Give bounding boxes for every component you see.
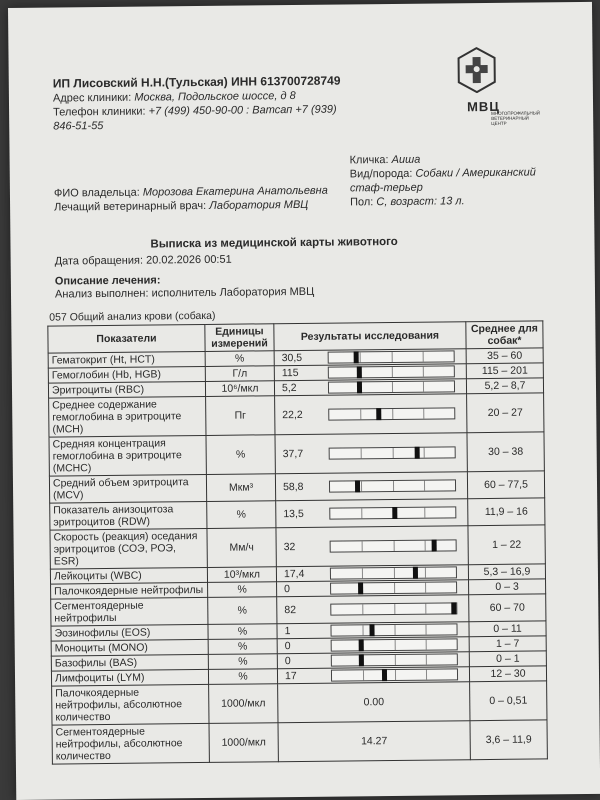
param-name: Палочкоядерные нейтрофилы, абсолютное количество bbox=[52, 684, 209, 725]
table-caption: 057 Общий анализ крови (собака) bbox=[49, 309, 216, 324]
table-row bbox=[50, 525, 545, 569]
owner-label: ФИО владельца: bbox=[53, 186, 140, 200]
result-marker bbox=[354, 480, 359, 492]
result-value: 17,4 bbox=[283, 567, 305, 581]
result-cell bbox=[275, 472, 467, 501]
result-marker bbox=[376, 408, 381, 420]
date-label: Дата обращения: bbox=[54, 254, 144, 268]
result-cell bbox=[276, 526, 468, 567]
treatment-heading: Описание лечения: bbox=[54, 274, 161, 288]
species-label: Вид/порода: bbox=[349, 167, 413, 181]
param-norm: 1 – 7 bbox=[469, 636, 546, 652]
document-sheet bbox=[8, 2, 600, 800]
param-units: Пг bbox=[206, 396, 275, 436]
param-name: Сегментоядерные нейтрофилы, абсолютное количество bbox=[52, 723, 209, 764]
param-units: % bbox=[208, 597, 277, 625]
result-scale-bar bbox=[330, 602, 457, 615]
result-cell bbox=[275, 394, 467, 435]
param-norm: 11,9 – 16 bbox=[468, 498, 545, 526]
date-row bbox=[55, 254, 232, 269]
result-marker bbox=[381, 669, 386, 681]
result-value: 30,5 bbox=[281, 351, 303, 365]
result-scale-bar bbox=[328, 365, 455, 378]
param-norm: 5,2 – 8,7 bbox=[466, 378, 543, 394]
param-name: Показатель анизоцитоза эритроцитов (RDW) bbox=[50, 501, 207, 530]
result-marker bbox=[431, 540, 436, 552]
result-value: 115 bbox=[281, 366, 299, 380]
sex-age-row bbox=[350, 195, 465, 209]
result-scale-bar bbox=[330, 566, 457, 579]
result-scale-bar bbox=[329, 506, 456, 519]
table-row bbox=[49, 432, 544, 476]
param-norm: 30 – 38 bbox=[467, 432, 544, 472]
result-marker bbox=[357, 366, 362, 378]
result-value: 0 bbox=[284, 640, 291, 653]
param-norm: 115 – 201 bbox=[466, 363, 543, 379]
result-cell bbox=[275, 433, 467, 474]
document-title: Выписка из медицинской карты животного bbox=[150, 235, 398, 251]
result-value: 58,8 bbox=[282, 480, 304, 494]
result-value: 17 bbox=[284, 670, 297, 683]
param-norm: 3,6 – 11,9 bbox=[470, 720, 547, 760]
param-name: Гемоглобин (Hb, HGB) bbox=[48, 366, 205, 383]
result-value: 37,7 bbox=[282, 447, 304, 461]
param-norm: 35 – 60 bbox=[466, 348, 543, 364]
param-units: % bbox=[208, 582, 277, 598]
species-value: Собаки / Американский bbox=[415, 166, 536, 180]
result-marker bbox=[414, 447, 419, 459]
result-marker bbox=[359, 654, 364, 666]
result-scale-bar bbox=[329, 479, 456, 492]
param-units: % bbox=[208, 654, 277, 670]
result-value: 13,5 bbox=[283, 507, 304, 521]
param-norm: 0 – 11 bbox=[469, 621, 546, 637]
result-value: 32 bbox=[283, 541, 296, 554]
nickname-label: Кличка: bbox=[349, 154, 389, 167]
result-scale-bar bbox=[330, 581, 457, 594]
param-units: Мм/ч bbox=[207, 528, 276, 568]
param-name: Гематокрит (Ht, HCT) bbox=[48, 351, 205, 368]
address-value: Москва, Подольское шоссе, д 8 bbox=[134, 89, 296, 104]
param-name: Моноциты (MONO) bbox=[51, 639, 208, 656]
date-value: 20.02.2026 00:51 bbox=[145, 253, 232, 267]
header-norm: Среднее для собак* bbox=[466, 321, 543, 349]
vet-label: Лечащий ветеринарный врач: bbox=[54, 199, 207, 214]
param-name: Средний объем эритроцита (MCV) bbox=[49, 474, 206, 503]
result-scale-bar bbox=[329, 446, 456, 459]
param-units: % bbox=[208, 639, 277, 655]
result-marker bbox=[451, 602, 456, 614]
result-marker bbox=[392, 507, 397, 519]
param-name: Эритроциты (RBC) bbox=[48, 381, 205, 398]
param-norm: 1 – 22 bbox=[468, 525, 545, 565]
owner-value: Морозова Екатерина Анатольевна bbox=[142, 184, 328, 199]
param-norm: 0 – 0,51 bbox=[470, 681, 547, 721]
nickname-value: Аиша bbox=[391, 153, 421, 166]
param-name: Палочкоядерные нейтрофилы bbox=[51, 582, 208, 599]
results-table bbox=[47, 306, 548, 764]
result-cell bbox=[278, 721, 470, 762]
param-norm: 5,3 – 16,9 bbox=[468, 564, 545, 580]
result-value: 0 bbox=[284, 583, 291, 596]
param-norm: 0 – 3 bbox=[469, 579, 546, 595]
result-scale-bar bbox=[331, 638, 458, 651]
result-scale-bar bbox=[328, 350, 455, 363]
param-norm: 60 – 77,5 bbox=[467, 471, 544, 499]
phone-value-cont: 846-51-55 bbox=[53, 120, 104, 133]
header-units: Единицы измерений bbox=[205, 324, 274, 352]
param-units: % bbox=[208, 624, 277, 640]
param-units: Г/л bbox=[205, 366, 274, 382]
nickname-row bbox=[350, 154, 421, 168]
result-marker bbox=[370, 624, 375, 636]
result-value: 22,2 bbox=[282, 408, 303, 422]
result-value: 82 bbox=[284, 604, 297, 617]
result-marker bbox=[359, 639, 364, 651]
result-scale-bar bbox=[330, 539, 457, 552]
logo-name: МВЦ bbox=[466, 98, 500, 115]
result-marker bbox=[353, 351, 358, 363]
result-marker bbox=[358, 582, 363, 594]
clinic-logo-icon bbox=[456, 47, 496, 93]
param-name: Базофилы (BAS) bbox=[51, 654, 208, 671]
phone-label: Телефон клиники: bbox=[53, 105, 146, 119]
table-row bbox=[52, 681, 547, 725]
param-name: Сегментоядерные нейтрофилы bbox=[51, 597, 208, 626]
result-cell bbox=[277, 595, 469, 624]
phone-row bbox=[53, 104, 337, 120]
result-scale-bar bbox=[331, 653, 458, 666]
result-value: 5,2 bbox=[281, 381, 297, 395]
address-row bbox=[53, 90, 296, 106]
age-value: 13 л. bbox=[440, 195, 465, 208]
species-value-cont: стаф-терьер bbox=[349, 181, 423, 195]
result-marker bbox=[413, 567, 418, 579]
result-value: 14.27 bbox=[360, 735, 388, 748]
sex-age-value: С, возраст: bbox=[376, 195, 438, 209]
result-cell bbox=[276, 499, 468, 528]
treatment-text: Анализ выполнен: исполнитель Лаборатория МВЦ bbox=[54, 285, 315, 301]
header-param: Показатели bbox=[48, 324, 205, 353]
param-units: Мкм³ bbox=[206, 474, 275, 502]
param-norm: 0 – 1 bbox=[469, 651, 546, 667]
param-name: Эозинофилы (EOS) bbox=[51, 624, 208, 641]
param-name: Средняя концентрация гемоглобина в эритроците (MCHC) bbox=[49, 435, 206, 476]
param-units: % bbox=[205, 351, 274, 367]
param-units: 1000/мкл bbox=[209, 723, 278, 763]
table-row bbox=[52, 720, 547, 764]
address-label: Адрес клиники: bbox=[52, 91, 132, 105]
param-units: 10⁶/мкл bbox=[205, 381, 274, 397]
param-name: Лимфоциты (LYM) bbox=[51, 669, 208, 686]
result-scale-bar bbox=[328, 407, 455, 420]
result-scale-bar bbox=[330, 623, 457, 636]
param-units: % bbox=[206, 435, 275, 475]
vet-value: Лаборатория МВЦ bbox=[209, 198, 309, 212]
param-norm: 20 – 27 bbox=[467, 393, 544, 433]
result-scale-bar bbox=[328, 380, 455, 393]
param-units: 1000/мкл bbox=[209, 684, 278, 724]
species-row bbox=[350, 166, 536, 181]
sex-label: Пол: bbox=[349, 196, 374, 209]
param-units: % bbox=[207, 501, 276, 529]
param-norm: 12 – 30 bbox=[469, 666, 546, 682]
param-norm: 60 – 70 bbox=[469, 594, 546, 622]
clinic-logo bbox=[444, 47, 541, 140]
result-marker bbox=[357, 381, 362, 393]
param-units: % bbox=[208, 669, 277, 685]
param-name: Лейкоциты (WBC) bbox=[50, 567, 207, 584]
result-value: 0.00 bbox=[363, 696, 385, 709]
param-name: Среднее содержание гемоглобина в эритроците (MCH) bbox=[49, 396, 206, 437]
phone-value: +7 (499) 450-90-00 : Ватсап +7 (939) bbox=[148, 103, 337, 118]
result-cell bbox=[278, 682, 470, 723]
param-name: Скорость (реакция) оседания эритроцитов (СОЭ, РОЭ, ESR) bbox=[50, 528, 207, 569]
result-value: 0 bbox=[284, 655, 291, 668]
clinic-name: ИП Лисовский Н.Н.(Тульская) ИНН 613700728749 bbox=[52, 73, 341, 91]
result-scale-bar bbox=[331, 668, 458, 681]
result-value: 1 bbox=[284, 625, 291, 638]
header-result: Результаты исследования bbox=[274, 322, 466, 351]
logo-subtitle: МНОГОПРОФИЛЬНЫЙ ВЕТЕРИНАРНЫЙ ЦЕНТР bbox=[491, 110, 541, 126]
table-row bbox=[49, 393, 544, 437]
param-units: 10³/мкл bbox=[207, 567, 276, 583]
vet-row bbox=[54, 199, 308, 215]
